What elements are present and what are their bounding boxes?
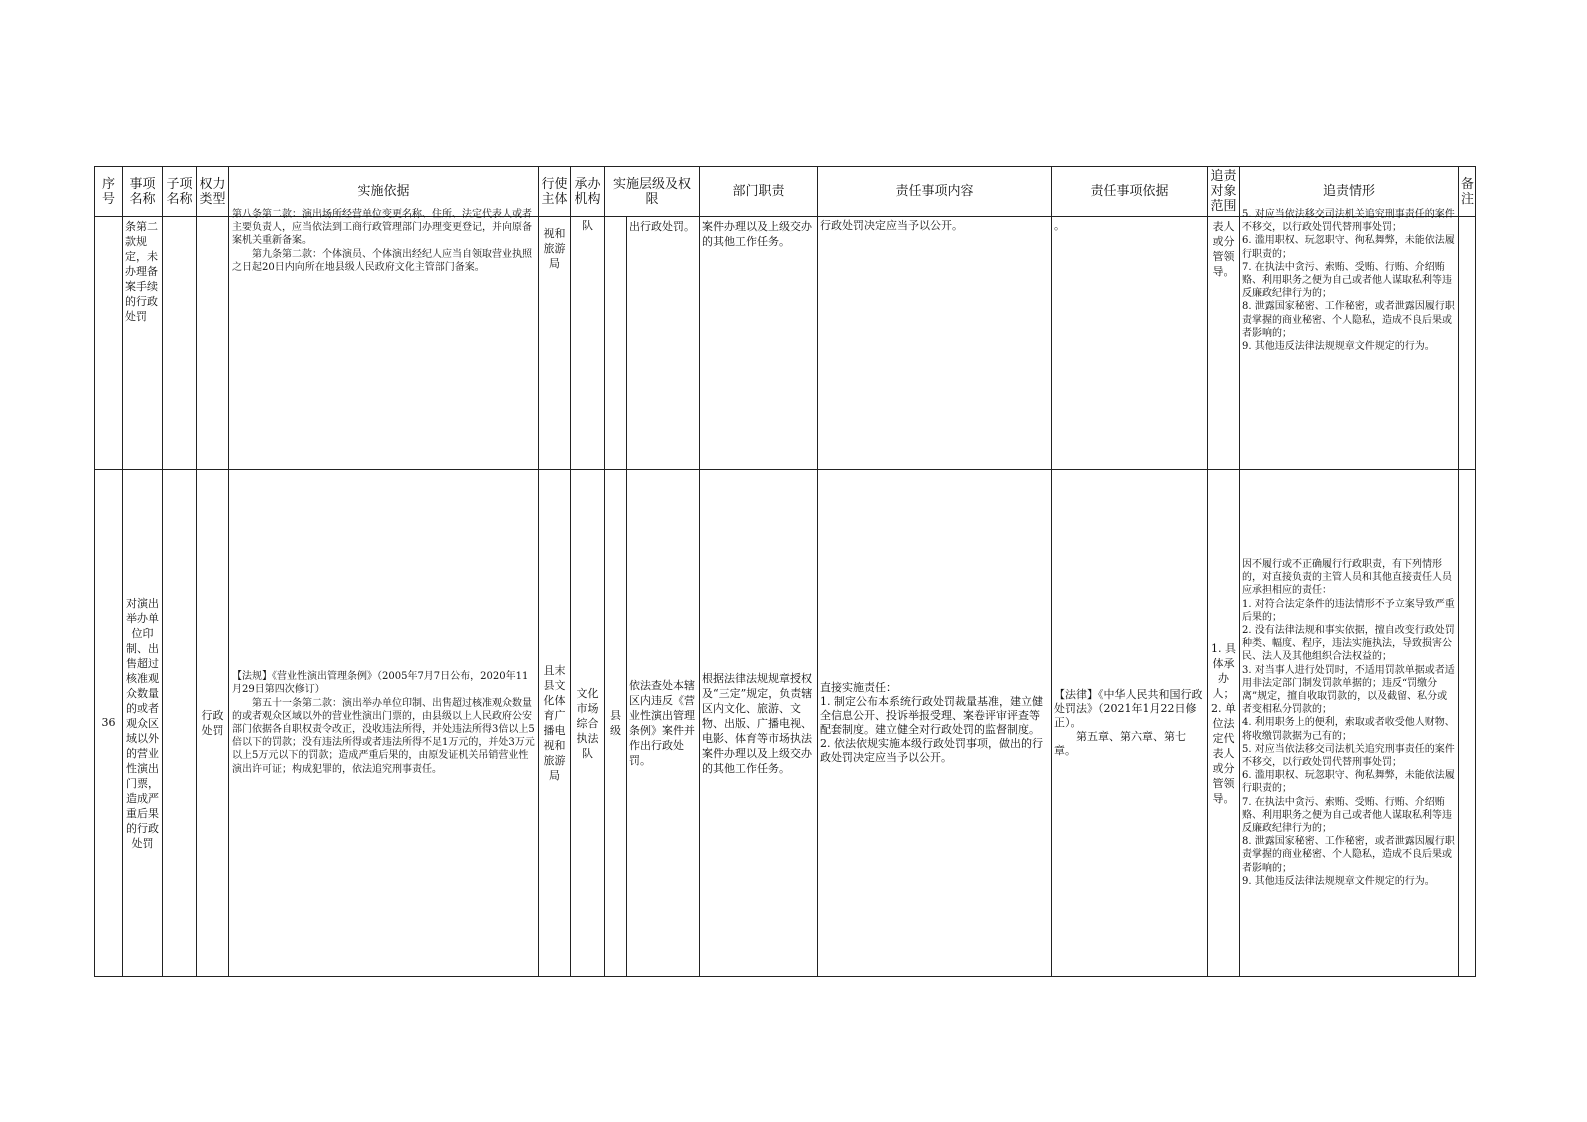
header-subject: 行使主体	[539, 167, 571, 217]
situation-cell: 因不履行或不正确履行行政职责，有下列情形的，对直接负责的主管人员和其他直接责任人员应承担相应的责任： 1. 对符合法定条件的违法情形不予立案导致严重后果的； 2. 没有法律法规和事实依据，擅自改变行政处罚种类、幅度、程序，违法实施执法，导致损害公民、法人及其他组织合法权益的； 3. 对当事人进行处罚时，不适用罚款单据或者适用非法定部门制发罚款单据的；违反“罚缴分离”规定，擅自收取罚款的，以及截留、私分或者变相私分罚款的； 4. 利用职务上的便利，索取或者收受他人财物、将收缴罚款据为己有的； 5. 对应当依法移交司法机关追究刑事责任的案件不移交，以行政处罚代替刑事处罚； 6. 滥用职权、玩忽职守、徇私舞弊，未能依法履行职责的； 7. 在执法中贪污、索贿、受贿、行贿、介绍贿赂、利用职务之便为自己或者他人谋取私利等违反廉政纪律行为的； 8. 泄露国家秘密、工作秘密，或者泄露因履行职责掌握的商业秘密、个人隐私，造成不良后果或者影响的； 9. 其他违反法律法规规章文件规定的行为。	[1240, 470, 1459, 977]
power-list-table	[94, 166, 1476, 977]
header-resp-basis: 责任事项依据	[1052, 167, 1208, 217]
item-name-cell: 条第二款规定，未办理备案手续的行政处罚	[123, 217, 163, 470]
basis-cell: 第八条第二款：演出场所经营单位变更名称、住所、法定代表人或者主要负责人，应当依法到工商行政管理部门办理变更登记，并向原备案机关重新备案。 第九条第二款：个体演员、个体演出经纪人应当自领取营业执照之日起20日内向所在地县级人民政府文化主管部门备案。	[232, 209, 532, 273]
limit-cell: 依法查处本辖区内违反《营业性演出管理条例》案件并作出行政处罚。	[627, 470, 700, 977]
target-cell: 表人或分管领导。	[1208, 217, 1240, 470]
power-type-cell: 行政处罚	[197, 470, 229, 977]
situation-cell: 5. 对应当依法移交司法机关追究刑事责任的案件不移交，以行政处罚代替刑事处罚； 6. 滥用职权、玩忽职守、徇私舞弊，未能依法履行职责的； 7. 在执法中贪污、索贿、受贿、行贿、介绍贿赂、利用职务之便为自己或者他人谋取私利等违反廉政纪律行为的； 8. 泄露国家秘密、工作秘密，或者泄露因履行职责掌握的商业秘密、个人隐私，造成不良后果或者影响的； 9. 其他违反法律法规规章文件规定的行为。	[1242, 209, 1455, 353]
resp-basis-cell: 。	[1052, 217, 1208, 470]
agency-cell: 文化市场综合执法队	[571, 470, 605, 977]
header-resp-content: 责任事项内容	[818, 167, 1052, 217]
header-seq: 序号	[95, 167, 123, 217]
header-agency: 承办机构	[571, 167, 605, 217]
resp-basis-cell: 【法律】《中华人民共和国行政处罚法》（2021年1月22日修正）。 第五章、第六章、第七章。	[1052, 470, 1208, 977]
duty-cell: 案件办理以及上级交办的其他工作任务。	[700, 217, 818, 470]
basis-cell: 【法规】《营业性演出管理条例》（2005年7月7日公布，2020年11月29日第四次修订） 第五十一条第二款：演出举办单位印制、出售超过核准观众数量的或者观众区域以外的营业性演出门票的，由县级以上人民政府公安部门依据各自职权责令改正，没收违法所得，并处违法所得3倍以上5倍以下的罚款；没有违法所得或者违法所得不足1万元的，并处3万元以上5万元以下的罚款；造成严重后果的，由原发证机关吊销营业性演出许可证；构成犯罪的，依法追究刑事责任。	[229, 470, 539, 977]
level-limit-cell: 出行政处罚。	[627, 217, 700, 470]
resp-content-cell: 行政处罚决定应当予以公开。	[818, 217, 1052, 470]
agency-cell: 队	[571, 217, 605, 470]
item-name-cell: 对演出举办单位印制、出售超过核准观众数量的或者观众区域以外的营业性演出门票，造成严重后果的行政处罚	[123, 470, 163, 977]
seq-cell: 36	[95, 470, 123, 977]
table-row	[95, 217, 1476, 470]
subject-cell: 视和旅游局	[539, 217, 571, 470]
target-cell: 1. 具体承办人； 2. 单位法定代表人或分管领导。	[1208, 470, 1240, 977]
table-row	[95, 470, 1476, 977]
header-item-name: 事项名称	[123, 167, 163, 217]
header-sub-name: 子项名称	[163, 167, 197, 217]
header-basis: 实施依据	[229, 167, 539, 217]
sub-name-cell	[163, 470, 197, 977]
header-remark: 备注	[1459, 167, 1476, 217]
header-duty: 部门职责	[700, 167, 818, 217]
document-sheet	[94, 166, 1475, 977]
header-power-type: 权力类型	[197, 167, 229, 217]
remark-cell	[1459, 470, 1476, 977]
header-target: 追责对象范围	[1208, 167, 1240, 217]
level-cell: 县级	[605, 470, 627, 977]
header-situation: 追责情形	[1240, 167, 1459, 217]
resp-content-cell: 直接实施责任： 1. 制定公布本系统行政处罚裁量基准，建立健全信息公开、投诉举报受理、案卷评审评查等配套制度。建立健全对行政处罚的监督制度。 2. 依法依规实施本级行政处罚事项，做出的行政处罚决定应当予以公开。	[818, 470, 1052, 977]
duty-cell: 根据法律法规规章授权及“三定”规定，负责辖区内文化、旅游、文物、出版、广播电视、电影、体育等市场执法案件办理以及上级交办的其他工作任务。	[700, 470, 818, 977]
header-level-limit: 实施层级及权限	[605, 167, 700, 217]
subject-cell: 且末县文化体育广播电视和旅游局	[539, 470, 571, 977]
